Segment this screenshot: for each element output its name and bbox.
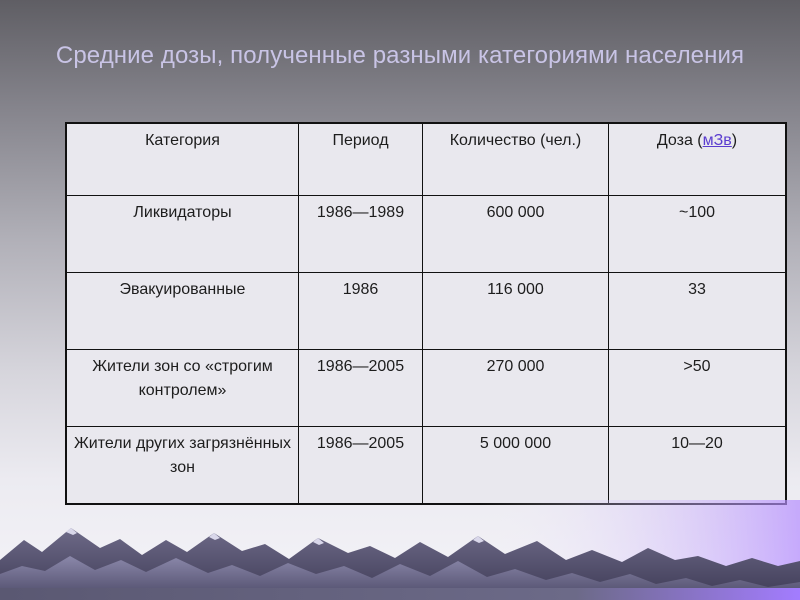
header-period: Период	[299, 123, 423, 196]
dose-unit-link[interactable]: мЗв	[702, 132, 732, 149]
ground-band	[0, 588, 800, 600]
row-1-count: 600 000	[423, 196, 609, 273]
row-4-count: 5 000 000	[423, 426, 609, 504]
row-1-dose: ~100	[609, 196, 787, 273]
header-dose	[609, 123, 787, 196]
row-2-count: 116 000	[423, 272, 609, 349]
header-dose-suffix: )	[731, 132, 738, 149]
row-1-category: Ликвидаторы	[66, 196, 299, 273]
header-row	[66, 123, 786, 196]
table-row	[66, 426, 786, 504]
table-row	[66, 272, 786, 349]
row-3-category: Жители зон со «строгим контролем»	[66, 349, 299, 426]
dose-table	[65, 122, 787, 505]
row-2-dose: 33	[609, 272, 787, 349]
table-row	[66, 349, 786, 426]
slide-title: Средние дозы, полученные разными категориями населения	[55, 42, 745, 69]
row-1-period: 1986—1989	[299, 196, 423, 273]
header-count: Количество (чел.)	[423, 123, 609, 196]
header-dose-prefix: Доза (	[656, 132, 703, 149]
mountain-landscape	[0, 500, 800, 600]
dose-table-header	[66, 123, 786, 196]
row-3-period: 1986—2005	[299, 349, 423, 426]
dose-table-wrapper	[65, 122, 740, 505]
row-3-dose: >50	[609, 349, 787, 426]
row-4-dose: 10—20	[609, 426, 787, 504]
header-category: Категория	[66, 123, 299, 196]
row-2-period: 1986	[299, 272, 423, 349]
row-4-category: Жители других загрязнённых зон	[66, 426, 299, 504]
row-2-category: Эвакуированные	[66, 272, 299, 349]
dose-table-body	[66, 196, 786, 505]
row-4-period: 1986—2005	[299, 426, 423, 504]
table-row	[66, 196, 786, 273]
row-3-count: 270 000	[423, 349, 609, 426]
